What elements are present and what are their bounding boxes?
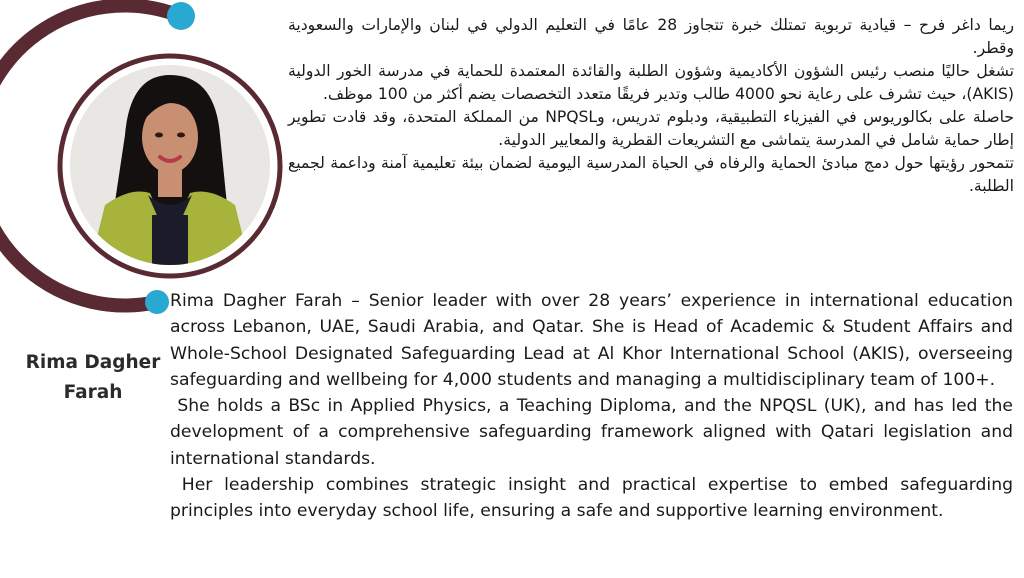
arabic-paragraph-2: تشغل حاليًا منصب رئيس الشؤون الأكاديمية وشؤون الطلبة والقائدة المعتمدة للحماية في مدرسة الخور الدولية (AKIS)، حيث تشرف على رعاية نحو 4000 طالب وتدير فريقًا متعدد التخصصات يضم أكثر من 100 موظف. (288, 62, 1014, 103)
bottom-accent-dot (145, 290, 169, 314)
top-accent-dot (167, 2, 195, 30)
arabic-paragraph-3: حاصلة على بكالوريوس في الفيزياء التطبيقية، ودبلوم تدريس، وNPQSL من المملكة المتحدة، وقد قادت تطوير إطار حماية شامل في المدرسة يتماشى مع التشريعات القطرية والمعايير الدولية. (288, 108, 1014, 149)
arabic-biography (288, 14, 1014, 198)
profile-photo (70, 65, 270, 265)
arabic-paragraph-4: تتمحور رؤيتها حول دمج مبادئ الحماية والرفاه في الحياة المدرسية اليومية لضمان بيئة تعليمية آمنة وداعمة لجميع الطلبة. (288, 154, 1014, 195)
english-paragraph-2: She holds a BSc in Applied Physics, a Teaching Diploma, and the NPQSL (UK), and has led the development of a comprehensive safeguarding framework aligned with Qatari legislation and international standards. (170, 396, 1019, 469)
english-biography (170, 288, 1019, 525)
portrait-illustration (70, 65, 270, 265)
english-paragraph-1: Rima Dagher Farah – Senior leader with over 28 years’ experience in international education across Lebanon, UAE, Saudi Arabia, and Qatar. She is Head of Academic & Student Affairs and Whole-School Designated Safeguarding Lead at Al Khor International School (AKIS), overseeing safeguarding and wellbeing for 4,000 students and managing a multidisciplinary team of 100+. (170, 291, 1013, 390)
english-paragraph-3: Her leadership combines strategic insight and practical expertise to embed safeguarding principles into everyday school life, ensuring a safe and supportive learning environment. (170, 475, 1019, 522)
profile-name-line-2: Farah (63, 382, 123, 403)
profile-name-line-1: Rima Dagher (25, 352, 161, 373)
arabic-paragraph-1: ريما داغر فرح – قيادية تربوية تمتلك خبرة تتجاوز 28 عامًا في التعليم الدولي في لبنان والإمارات والسعودية وقطر. (288, 16, 1014, 57)
profile-name (22, 348, 164, 408)
